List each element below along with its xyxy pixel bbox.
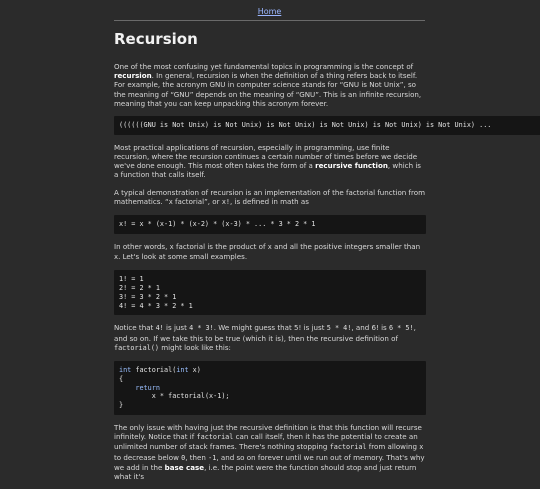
code-block-factorial-definition: x! = x * (x-1) * (x-2) * (x-3) * ... * 3 * 2 * 1 bbox=[114, 215, 426, 234]
code-line: 4! = 4 * 3 * 2 * 1 bbox=[119, 301, 193, 310]
paragraph-factorial-intro: A typical demonstration of recursion is an implementation of the factorial function from mathematics. “x factorial”, or x!, is defined in math as bbox=[114, 187, 426, 206]
code-line: x * factorial(x-1); bbox=[151, 392, 230, 401]
code-line: 1! = 1 bbox=[119, 275, 144, 284]
code-line: 3! = 3 * 2 * 1 bbox=[119, 292, 177, 301]
code-line: } bbox=[119, 401, 124, 410]
term-recursive-function: recursive function bbox=[315, 161, 388, 171]
code-block-factorial-function bbox=[114, 361, 426, 415]
header-divider bbox=[114, 20, 425, 21]
paragraph-base-case: The only issue with having just the recursive definition is that this function will recurse infinitely. Notice that if factorial can call itself, then it has the potential to create an unlimited number of stack frames. There's nothing stopping factorial from allowing x to decrease below 0, then -1, and so on forever until we run out of memory. That's why we add in the base case, i.e. the point were the function should stop and just return what it's bbox=[114, 423, 425, 482]
paragraph-recursive-observation: Notice that 4! is just 4 * 3!. We might guess that 5! is just 5 * 4!, and 6! is 6 * 5!, and so on. If we take this to be true (which it is), then the recursive definition of factorial() might look like this: bbox=[114, 323, 416, 352]
paragraph-factorial-explained: In other words, x factorial is the product of x and all the positive integers smaller than x. Let's look at some small examples. bbox=[114, 241, 421, 262]
code-line: 2! = 2 * 1 bbox=[119, 284, 160, 293]
paragraph-intro: One of the most confusing yet fundamental topics in programming is the concept of recursion. In general, recursion is when the definition of a thing refers back to itself. For example, the acronym GNU in computer science stands for “GNU is Not Unix”, so the meaning of “GNU” depends on the meaning of “GNU”. This is an infinite recursion, meaning that you can keep unpacking this acronym forever. bbox=[114, 62, 422, 108]
code-line: { bbox=[119, 374, 124, 383]
code-line: int factorial(int x) bbox=[119, 366, 201, 375]
top-nav bbox=[114, 0, 425, 21]
paragraph-finite-recursion: Most practical applications of recursion, especially in programming, use finite recursion, where the recursion continues a certain number of times before we decide we've done enough. This most often takes the form of a recursive function, which is a function that calls itself. bbox=[114, 142, 421, 180]
page-title: Recursion bbox=[114, 30, 198, 48]
code-block-gnu: ((((((GNU is Not Unix) is Not Unix) is Not Unix) is Not Unix) is Not Unix) is Not Unix) ... bbox=[114, 116, 540, 135]
code-block-examples bbox=[114, 270, 426, 315]
term-base-case: base case bbox=[164, 462, 205, 472]
article bbox=[114, 30, 492, 489]
code-line: return bbox=[135, 383, 160, 392]
home-link[interactable]: Home bbox=[257, 7, 282, 16]
term-recursion: recursion bbox=[114, 71, 152, 81]
